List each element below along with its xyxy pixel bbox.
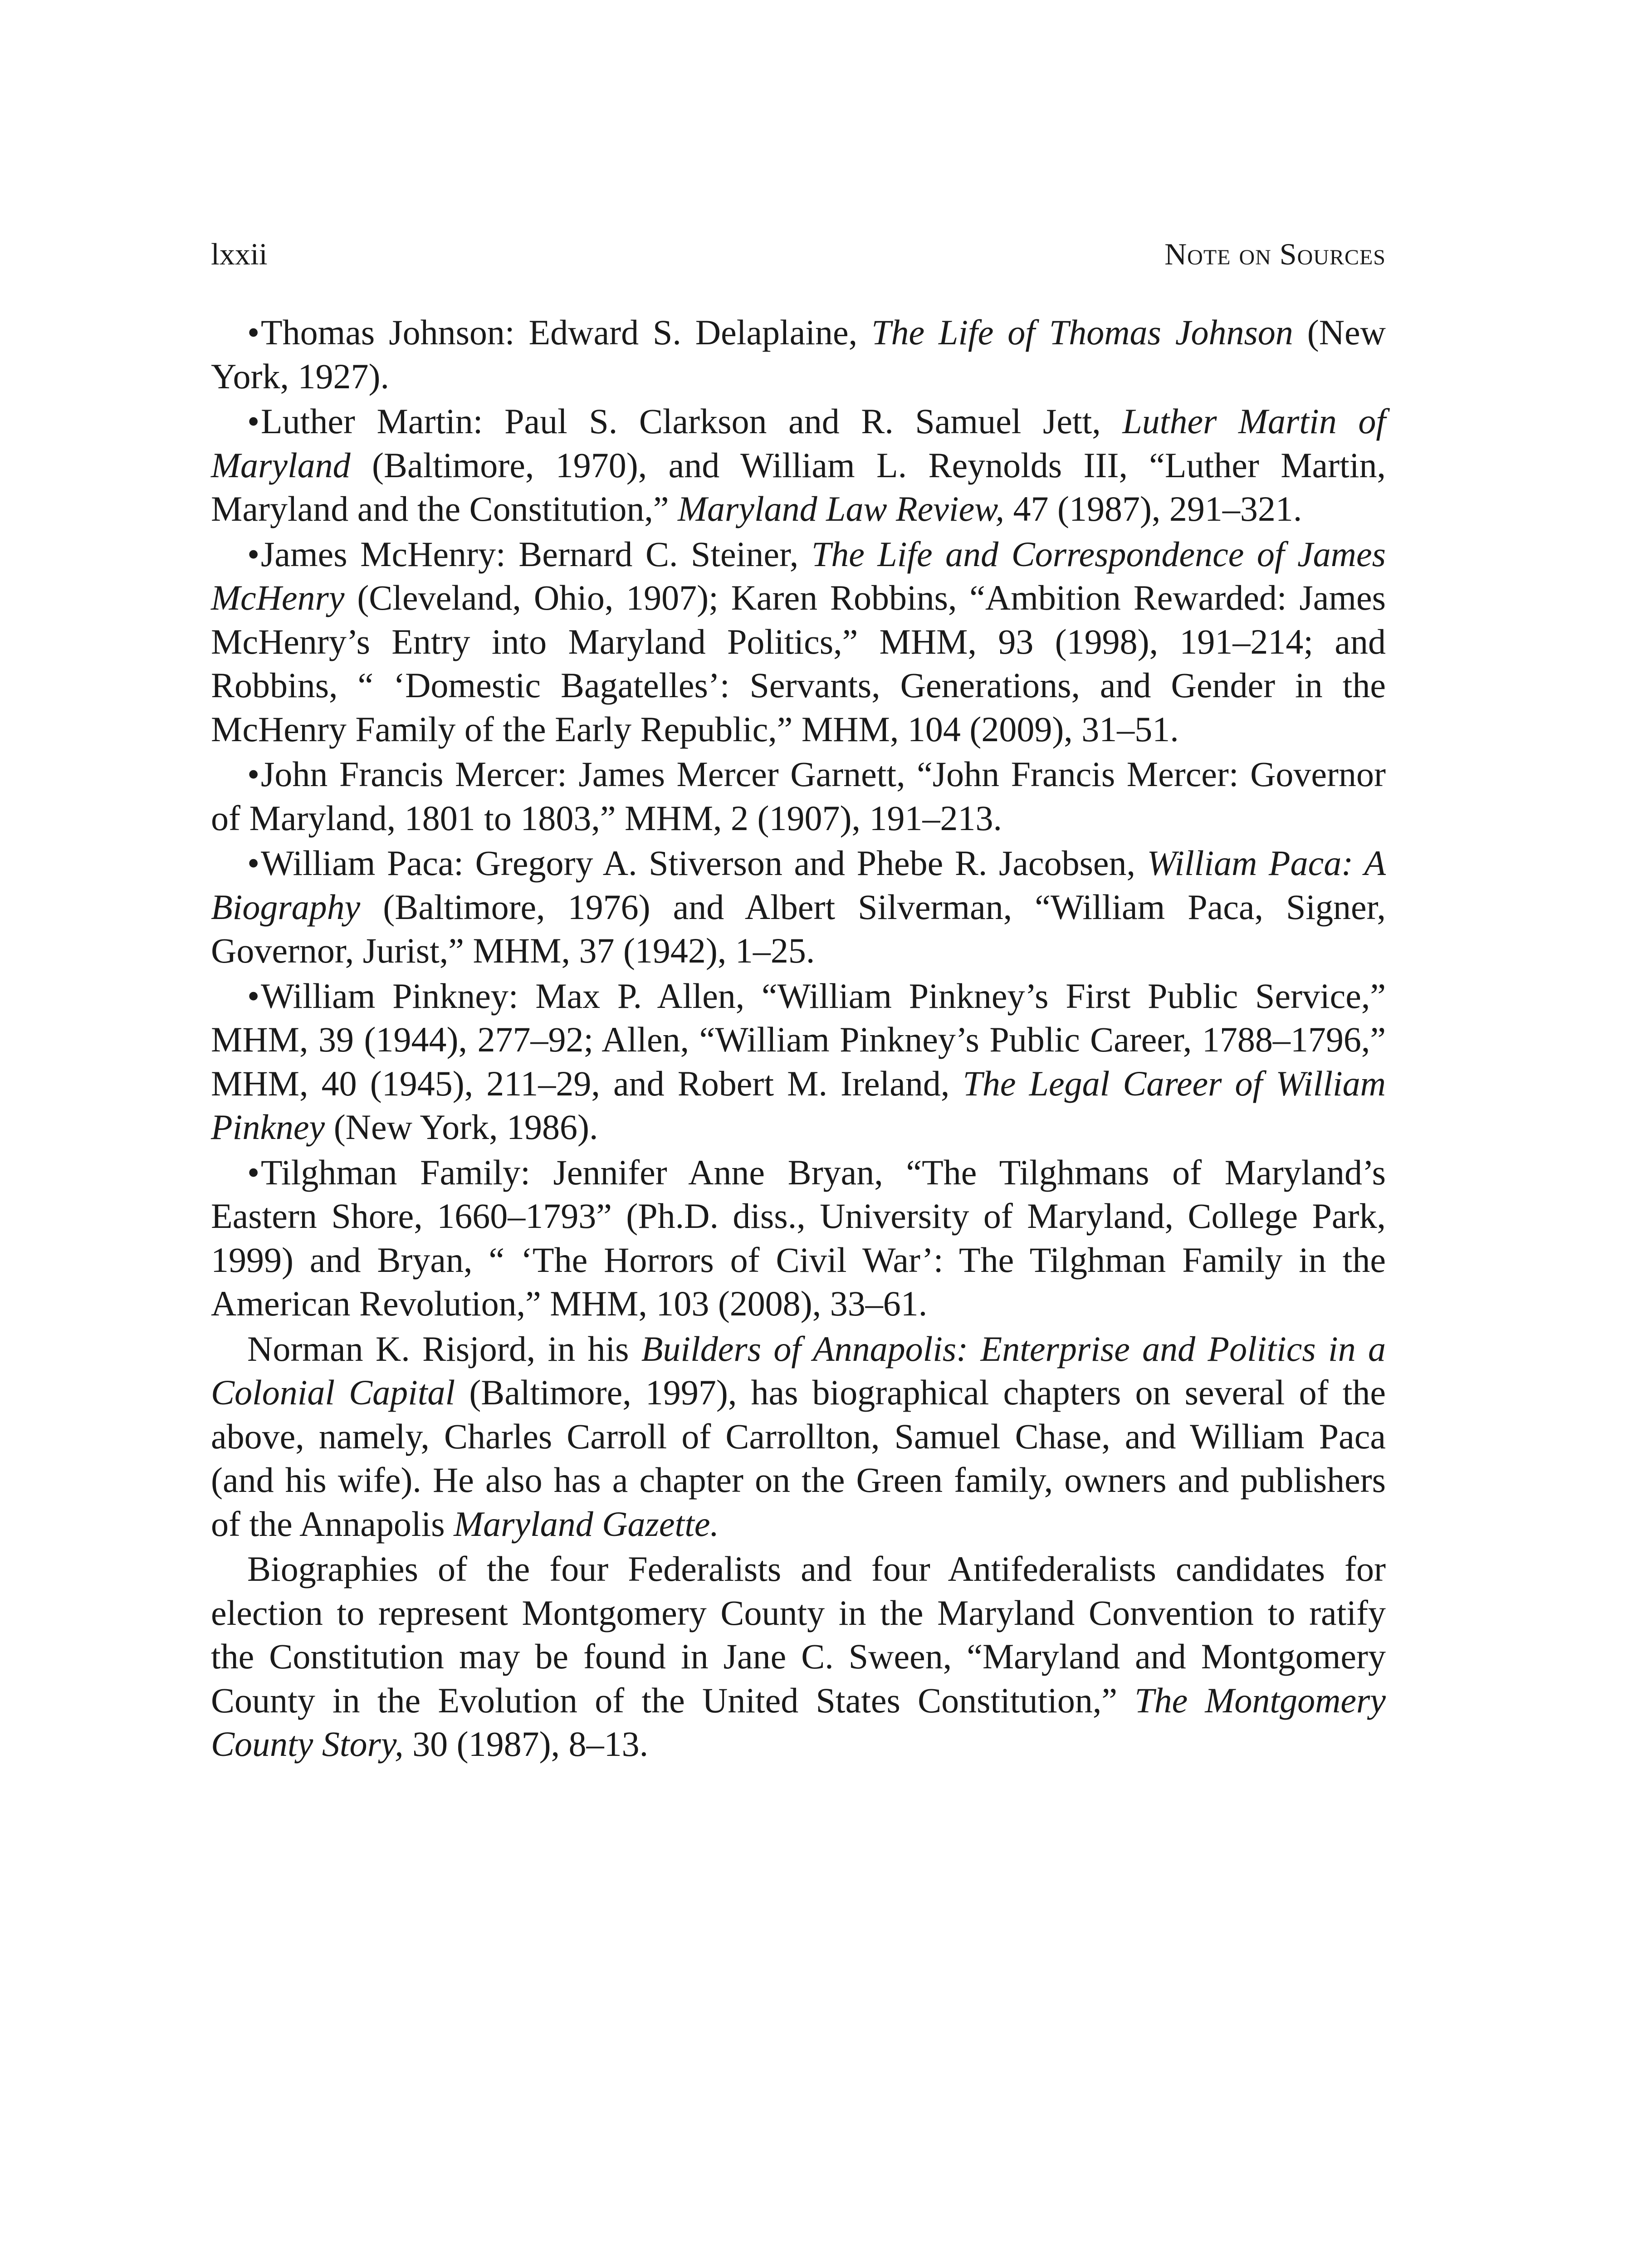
source-entry [211,753,1386,840]
source-entry [211,311,1386,398]
bullet-icon: • [247,534,260,574]
bullet-icon: • [247,1152,260,1192]
entry-text: (New York, 1927). [211,313,1386,396]
italic-title: Builders of Annapolis: Enterprise and Politics in a Colonial Capital [211,1329,1386,1412]
bullet-icon: • [247,976,260,1016]
italic-title: Maryland Law Review, [678,489,1004,528]
entry-text: John Francis Mercer: James Mercer Garnett, “John Francis Mercer: Governor of Maryland, 1801 to 1803,” MHM, 2 (1907), 191–213. [211,754,1386,838]
bullet-icon: • [247,401,260,441]
source-entry [211,841,1386,973]
entry-text: William Paca: Gregory A. Stiverson and Phebe R. Jacobsen, [261,843,1147,883]
entry-text: James McHenry: Bernard C. Steiner, [261,534,812,574]
entry-text: 30 (1987), 8–13. [403,1724,649,1764]
page-number: lxxii [211,237,268,271]
italic-title: The Life and Correspondence of James McHenry [211,534,1386,617]
italic-title: The Life of Thomas Johnson [871,313,1293,352]
source-entry [211,974,1386,1149]
entry-text: (Baltimore, 1976) and Albert Silverman, “William Paca, Signer, Governor, Jurist,” MHM, 37 (1942), 1–25. [211,887,1386,970]
entry-text: Thomas Johnson: Edward S. Delaplaine, [261,313,872,352]
italic-title: The Montgomery County Story, [211,1680,1386,1764]
bullet-icon: • [247,843,260,883]
italic-title: William Paca: A Biography [211,843,1386,927]
entry-text: (Cleveland, Ohio, 1907); Karen Robbins, “Ambition Rewarded: James McHenry’s Entry into Maryland Politics,” MHM, 93 (1998), 191–214; and Robbins, “ ‘Domestic Bagatelles’: Servants, Generations, and Gender in the McHenry Family of the Early Republic,” MHM, 104 (2009), 31–51. [211,578,1386,749]
source-entry [211,1151,1386,1326]
italic-title: The Legal Career of William Pinkney [211,1063,1386,1147]
entry-text: (New York, 1986). [325,1107,598,1147]
entry-text: (Baltimore, 1997), has biographical chapters on several of the above, namely, Charles Carroll of Carrollton, Samuel Chase, and William Paca (and his wife). He also has a chapter on the Green family, owners and publishers of the Annapolis [211,1373,1386,1544]
italic-title: Maryland Gazette. [454,1504,719,1544]
entry-text: (Baltimore, 1970), and William L. Reynolds III, “Luther Martin, Maryland and the Constitution,” [211,445,1386,528]
source-paragraph [211,1547,1386,1766]
source-entry [211,533,1386,752]
entry-text: Biographies of the four Federalists and four Antifederalists candidates for election to represent Montgomery County in the Maryland Convention to ratify the Constitution may be found in Jane C. Sween, “Maryland and Montgomery County in the Evolution of the United States Constitution,” [211,1549,1386,1720]
source-list [211,311,1386,1766]
entry-text: Tilghman Family: Jennifer Anne Bryan, “The Tilghmans of Maryland’s Eastern Shore, 1660–1793” (Ph.D. diss., University of Maryland, College Park, 1999) and Bryan, “ ‘The Horrors of Civil War’: The Tilghman Family in the American Revolution,” MHM, 103 (2008), 33–61. [211,1152,1386,1323]
source-paragraph [211,1327,1386,1546]
entry-text: Luther Martin: Paul S. Clarkson and R. Samuel Jett, [261,401,1123,441]
bullet-icon: • [247,313,260,352]
running-title: Note on Sources [1164,237,1386,271]
source-entry [211,400,1386,531]
entry-text: 47 (1987), 291–321. [1004,489,1302,528]
entry-text: Norman K. Risjord, in his [247,1329,641,1369]
running-head [211,229,1386,279]
italic-title: Luther Martin of Maryland [211,401,1386,485]
entry-text: William Pinkney: Max P. Allen, “William Pinkney’s First Public Service,” MHM, 39 (1944), 277–92; Allen, “William Pinkney’s Public Career, 1788–1796,” MHM, 40 (1945), 211–29, and Robert M. Ireland, [211,976,1386,1103]
bullet-icon: • [247,754,260,794]
